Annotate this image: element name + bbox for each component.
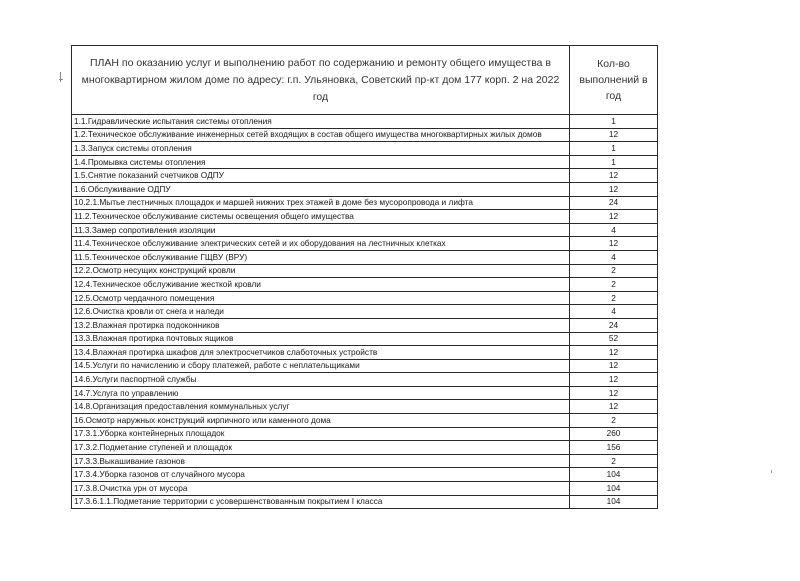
service-name: 17.3.1.Уборка контейнерных площадок — [72, 427, 570, 441]
service-name: 16.Осмотр наружных конструкций кирпичного или каменного дома — [72, 414, 570, 428]
service-qty: 12 — [570, 210, 658, 224]
service-qty: 1 — [570, 115, 658, 129]
scan-mark — [771, 470, 772, 473]
service-qty: 104 — [570, 468, 658, 482]
plan-document — [71, 45, 657, 509]
service-qty: 4 — [570, 250, 658, 264]
service-qty: 12 — [570, 128, 658, 142]
service-qty: 12 — [570, 346, 658, 360]
scan-mark — [59, 79, 63, 80]
table-row — [72, 359, 658, 373]
service-qty: 4 — [570, 223, 658, 237]
service-qty: 52 — [570, 332, 658, 346]
table-row — [72, 468, 658, 482]
service-qty: 156 — [570, 441, 658, 455]
service-qty: 104 — [570, 495, 658, 509]
table-row — [72, 237, 658, 251]
service-name: 1.6.Обслуживание ОДПУ — [72, 182, 570, 196]
table-row — [72, 373, 658, 387]
table-row — [72, 128, 658, 142]
table-row — [72, 305, 658, 319]
service-name: 14.7.Услуга по управлению — [72, 386, 570, 400]
service-name: 17.3.8.Очистка урн от мусора — [72, 482, 570, 496]
service-name: 13.2.Влажная протирка подоконников — [72, 318, 570, 332]
table-row — [72, 495, 658, 509]
table-row — [72, 318, 658, 332]
service-name: 11.5.Техническое обслуживание ГЩВУ (ВРУ) — [72, 250, 570, 264]
service-name: 17.3.4.Уборка газонов от случайного мусора — [72, 468, 570, 482]
scan-mark — [60, 72, 61, 82]
service-name: 13.4.Влажная протирка шкафов для электросчетчиков слаботочных устройств — [72, 346, 570, 360]
service-qty: 1 — [570, 155, 658, 169]
service-name: 14.5.Услуги по начислению и сбору платежей, работе с неплательщиками — [72, 359, 570, 373]
service-qty: 12 — [570, 400, 658, 414]
service-name: 12.2.Осмотр несущих конструкций кровли — [72, 264, 570, 278]
table-row — [72, 210, 658, 224]
table-row — [72, 482, 658, 496]
table-row — [72, 386, 658, 400]
service-qty: 4 — [570, 305, 658, 319]
table-header-row — [72, 46, 658, 115]
table-row — [72, 346, 658, 360]
service-qty: 12 — [570, 169, 658, 183]
service-qty: 260 — [570, 427, 658, 441]
service-name: 14.6.Услуги паспортной службы — [72, 373, 570, 387]
service-name: 1.5.Снятие показаний счетчиков ОДПУ — [72, 169, 570, 183]
service-qty: 104 — [570, 482, 658, 496]
plan-table — [71, 45, 658, 509]
table-row — [72, 223, 658, 237]
service-qty: 12 — [570, 373, 658, 387]
service-name: 1.1.Гидравлические испытания системы отопления — [72, 115, 570, 129]
service-qty: 2 — [570, 414, 658, 428]
table-row — [72, 291, 658, 305]
service-name: 1.4.Промывка системы отопления — [72, 155, 570, 169]
service-qty: 1 — [570, 142, 658, 156]
table-row — [72, 196, 658, 210]
service-name: 17.3.2.Подметание ступеней и площадок — [72, 441, 570, 455]
table-row — [72, 278, 658, 292]
service-name: 10.2.1.Мытье лестничных площадок и маршей нижних трех этажей в доме без мусоропровода и лифта — [72, 196, 570, 210]
table-row — [72, 250, 658, 264]
service-name: 12.6.Очистка кровли от снега и наледи — [72, 305, 570, 319]
service-name: 1.2.Техническое обслуживание инженерных сетей входящих в состав общего имущества многоквартирных жилых домов — [72, 128, 570, 142]
service-qty: 24 — [570, 196, 658, 210]
qty-column-header: Кол-во выполнений в год — [570, 46, 658, 115]
plan-title: ПЛАН по оказанию услуг и выполнению работ по содержанию и ремонту общего имущества в многоквартирном жилом доме по адресу: г.п. Ульяновка, Советский пр-кт дом 177 корп. 2 на 2022 год — [72, 46, 570, 115]
service-qty: 2 — [570, 264, 658, 278]
service-name: 17.3.3.Выкашивание газонов — [72, 454, 570, 468]
table-row — [72, 142, 658, 156]
service-name: 17.3.6.1.1.Подметание территории с усовершенствованным покрытием I класса — [72, 495, 570, 509]
table-row — [72, 414, 658, 428]
service-name: 12.4.Техническое обслуживание жесткой кровли — [72, 278, 570, 292]
service-name: 11.2.Техническое обслуживание системы освещения общего имущества — [72, 210, 570, 224]
table-row — [72, 264, 658, 278]
service-qty: 24 — [570, 318, 658, 332]
table-row — [72, 441, 658, 455]
service-name: 14.8.Организация предоставления коммунальных услуг — [72, 400, 570, 414]
table-row — [72, 155, 658, 169]
table-row — [72, 400, 658, 414]
service-qty: 12 — [570, 237, 658, 251]
service-qty: 12 — [570, 182, 658, 196]
service-name: 11.3.Замер сопротивления изоляции — [72, 223, 570, 237]
table-row — [72, 427, 658, 441]
service-qty: 2 — [570, 291, 658, 305]
service-qty: 2 — [570, 454, 658, 468]
table-row — [72, 182, 658, 196]
table-row — [72, 115, 658, 129]
service-name: 11.4.Техническое обслуживание электрических сетей и их оборудования на лестничных клетках — [72, 237, 570, 251]
service-name: 13.3.Влажная протирка почтовых ящиков — [72, 332, 570, 346]
table-row — [72, 332, 658, 346]
service-qty: 12 — [570, 359, 658, 373]
table-row — [72, 454, 658, 468]
service-qty: 12 — [570, 386, 658, 400]
table-row — [72, 169, 658, 183]
service-name: 1.3.Запуск системы отопления — [72, 142, 570, 156]
service-qty: 2 — [570, 278, 658, 292]
service-name: 12.5.Осмотр чердачного помещения — [72, 291, 570, 305]
